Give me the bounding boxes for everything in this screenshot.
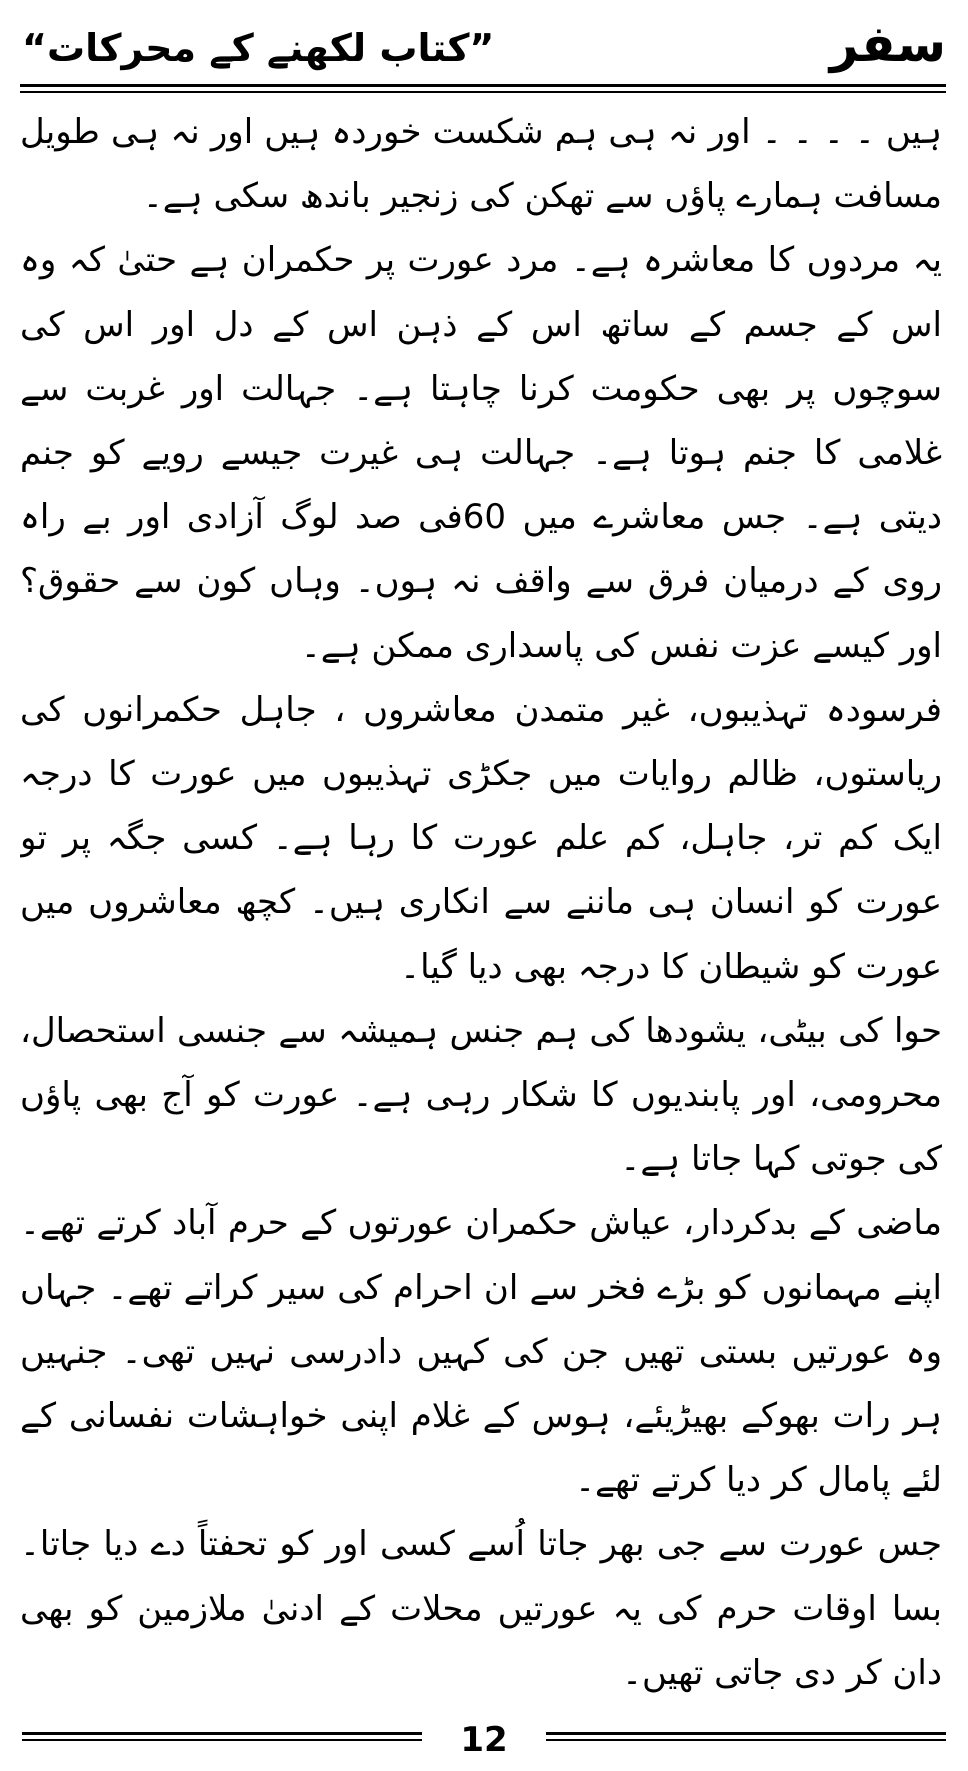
header-divider [20,84,946,96]
page-number: 12 [460,1720,508,1760]
book-title: سفر [829,15,946,73]
page-header [22,14,946,76]
paragraph: حوا کی بیٹی، یشودھا کی ہم جنس ہمیشہ سے جنسی استحصال، محرومی، اور پابندیوں کا شکار رہی ہے۔ عورت کو آج بھی پاؤں کی جوتی کہا جاتا ہے۔ [20,1010,942,1180]
footer-rule-left-thin-line [22,1739,422,1741]
footer-rule-right-thin-line [546,1739,946,1741]
paragraph: ہیں ۔ ۔ ۔ ۔ اور نہ ہی ہم شکست خوردہ ہیں اور نہ ہی طویل مسافت ہمارے پاؤں سے تھکن کی زنجیر باندھ سکی ہے۔ [20,112,942,217]
page-footer [22,1722,946,1762]
body-text [20,100,942,1705]
chapter-title: ”کتاب لکھنے کے محرکات“ [22,26,495,70]
paragraph: فرسودہ تہذیبوں، غیر متمدن معاشروں ، جاہل حکمرانوں کی ریاستوں، ظالم روایات میں جکڑی تہذیبوں میں عورت کا درجہ ایک کم تر، جاہل، کم علم عورت کا رہا ہے۔ کسی جگہ پر تو عورت کو انسان ہی ماننے سے انکاری ہیں۔ کچھ معاشروں میں عورت کو شیطان کا درجہ بھی دیا گیا۔ [20,689,942,987]
header-divider-thick-line [20,84,946,87]
footer-rule-left [22,1732,422,1742]
paragraph: یہ مردوں کا معاشرہ ہے۔ مرد عورت پر حکمران ہے حتیٰ کہ وہ اس کے جسم کے ساتھ اس کے ذہن اس کے دل اور اس کی سوچوں پر بھی حکومت کرنا چاہتا ہے۔ جہالت اور غربت سے غلامی کا جنم ہوتا ہے۔ جہالت ہی غیرت جیسے رویے کو جنم دیتی ہے۔ جس معاشرے میں 60فی صد لوگ آزادی اور بے راہ روی کے درمیان فرق سے واقف نہ ہوں۔ وہاں کون سے حقوق؟ اور کیسے عزت نفس کی پاسداری ممکن ہے۔ [20,240,942,666]
footer-rule-right-thick-line [546,1732,946,1735]
footer-rule-left-thick-line [22,1732,422,1735]
paragraph: جس عورت سے جی بھر جاتا اُسے کسی اور کو تحفتاً دے دیا جاتا۔ بسا اوقات حرم کی یہ عورتیں محلات کے ادنیٰ ملازمین کو بھی دان کر دی جاتی تھیں۔ [20,1524,942,1693]
header-divider-thin-line [20,91,946,93]
paragraph: ماضی کے بدکردار، عیاش حکمران عورتوں کے حرم آباد کرتے تھے۔ اپنے مہمانوں کو بڑے فخر سے ان احرام کی سیر کراتے تھے۔ جہاں وہ عورتیں بستی تھیں جن کی کہیں دادرسی نہیں تھی۔ جنہیں ہر رات بھوکے بھیڑیئے، ہوس کے غلام اپنی خواہشات نفسانی کے لئے پامال کر دیا کرتے تھے۔ [20,1203,942,1501]
footer-rule-right [546,1732,946,1742]
